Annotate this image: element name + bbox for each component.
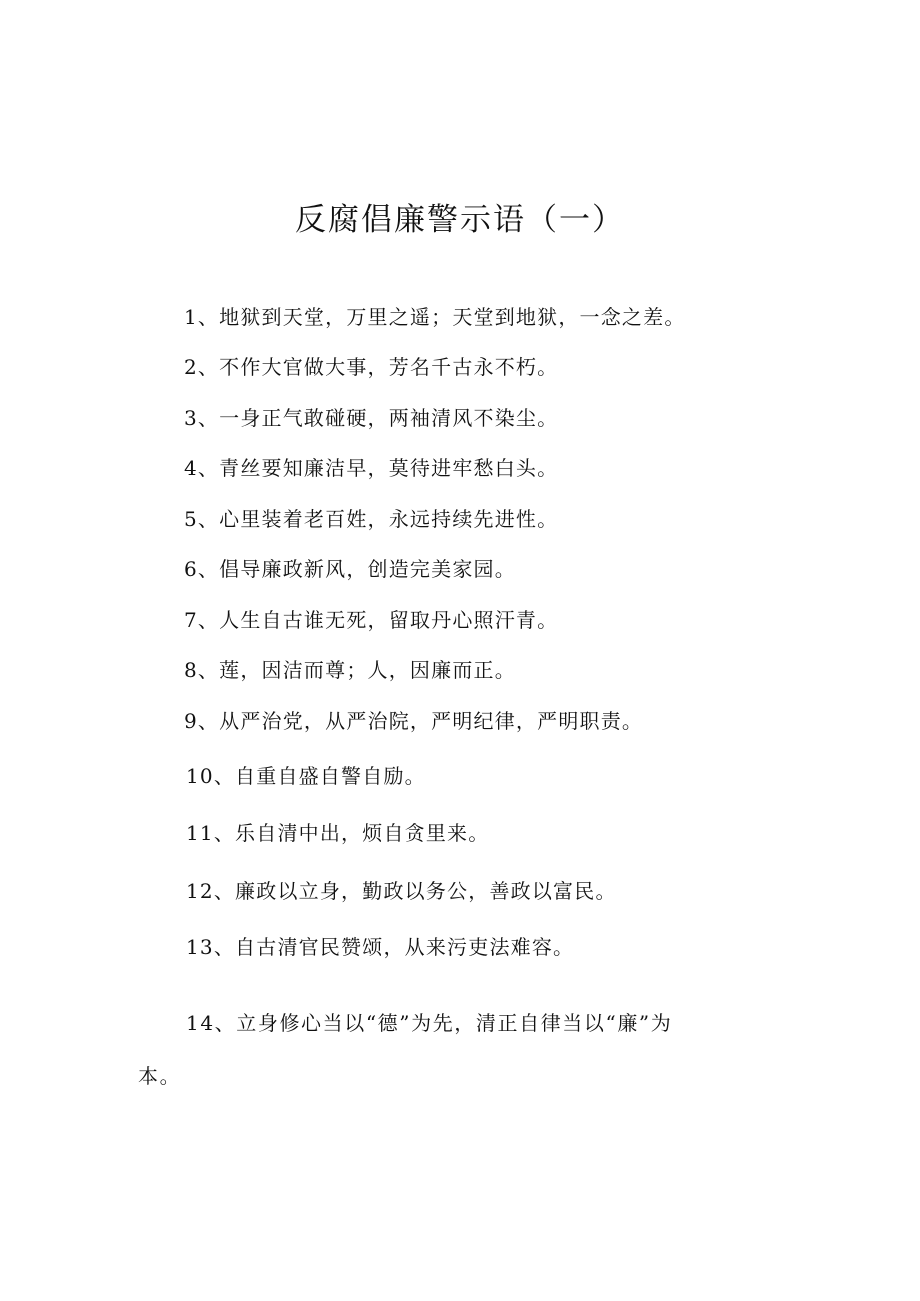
slogan-item-14-line-1: 14、立身修心当以“德”为先，清正自律当以“廉”为 <box>186 1011 673 1035</box>
slogan-item-6: 6、倡导廉政新风，创造完美家园。 <box>184 557 516 581</box>
slogan-item-11: 11、乐自清中出，烦自贪里来。 <box>186 821 490 845</box>
slogan-item-5: 5、心里装着老百姓，永远持续先进性。 <box>184 507 559 531</box>
slogan-item-10: 10、自重自盛自警自励。 <box>186 764 426 788</box>
slogan-item-3: 3、一身正气敢碰硬，两袖清风不染尘。 <box>184 406 559 430</box>
slogan-item-1: 1、地狱到天堂，万里之遥；天堂到地狱，一念之差。 <box>184 305 686 329</box>
slogan-item-13: 13、自古清官民赞颂，从来污吏法难容。 <box>186 935 575 959</box>
slogan-item-7: 7、人生自古谁无死，留取丹心照汗青。 <box>184 608 559 632</box>
slogan-item-9: 9、从严治党，从严治院，严明纪律，严明职责。 <box>184 709 644 733</box>
document-title: 反腐倡廉警示语（一） <box>295 202 625 238</box>
slogan-item-8: 8、莲，因洁而尊；人，因廉而正。 <box>184 658 516 682</box>
slogan-item-12: 12、廉政以立身，勤政以务公，善政以富民。 <box>186 879 617 903</box>
slogan-item-2: 2、不作大官做大事，芳名千古永不朽。 <box>184 355 559 379</box>
slogan-item-14-line-2: 本。 <box>138 1064 182 1088</box>
slogan-item-4: 4、青丝要知廉洁早，莫待进牢愁白头。 <box>184 456 559 480</box>
